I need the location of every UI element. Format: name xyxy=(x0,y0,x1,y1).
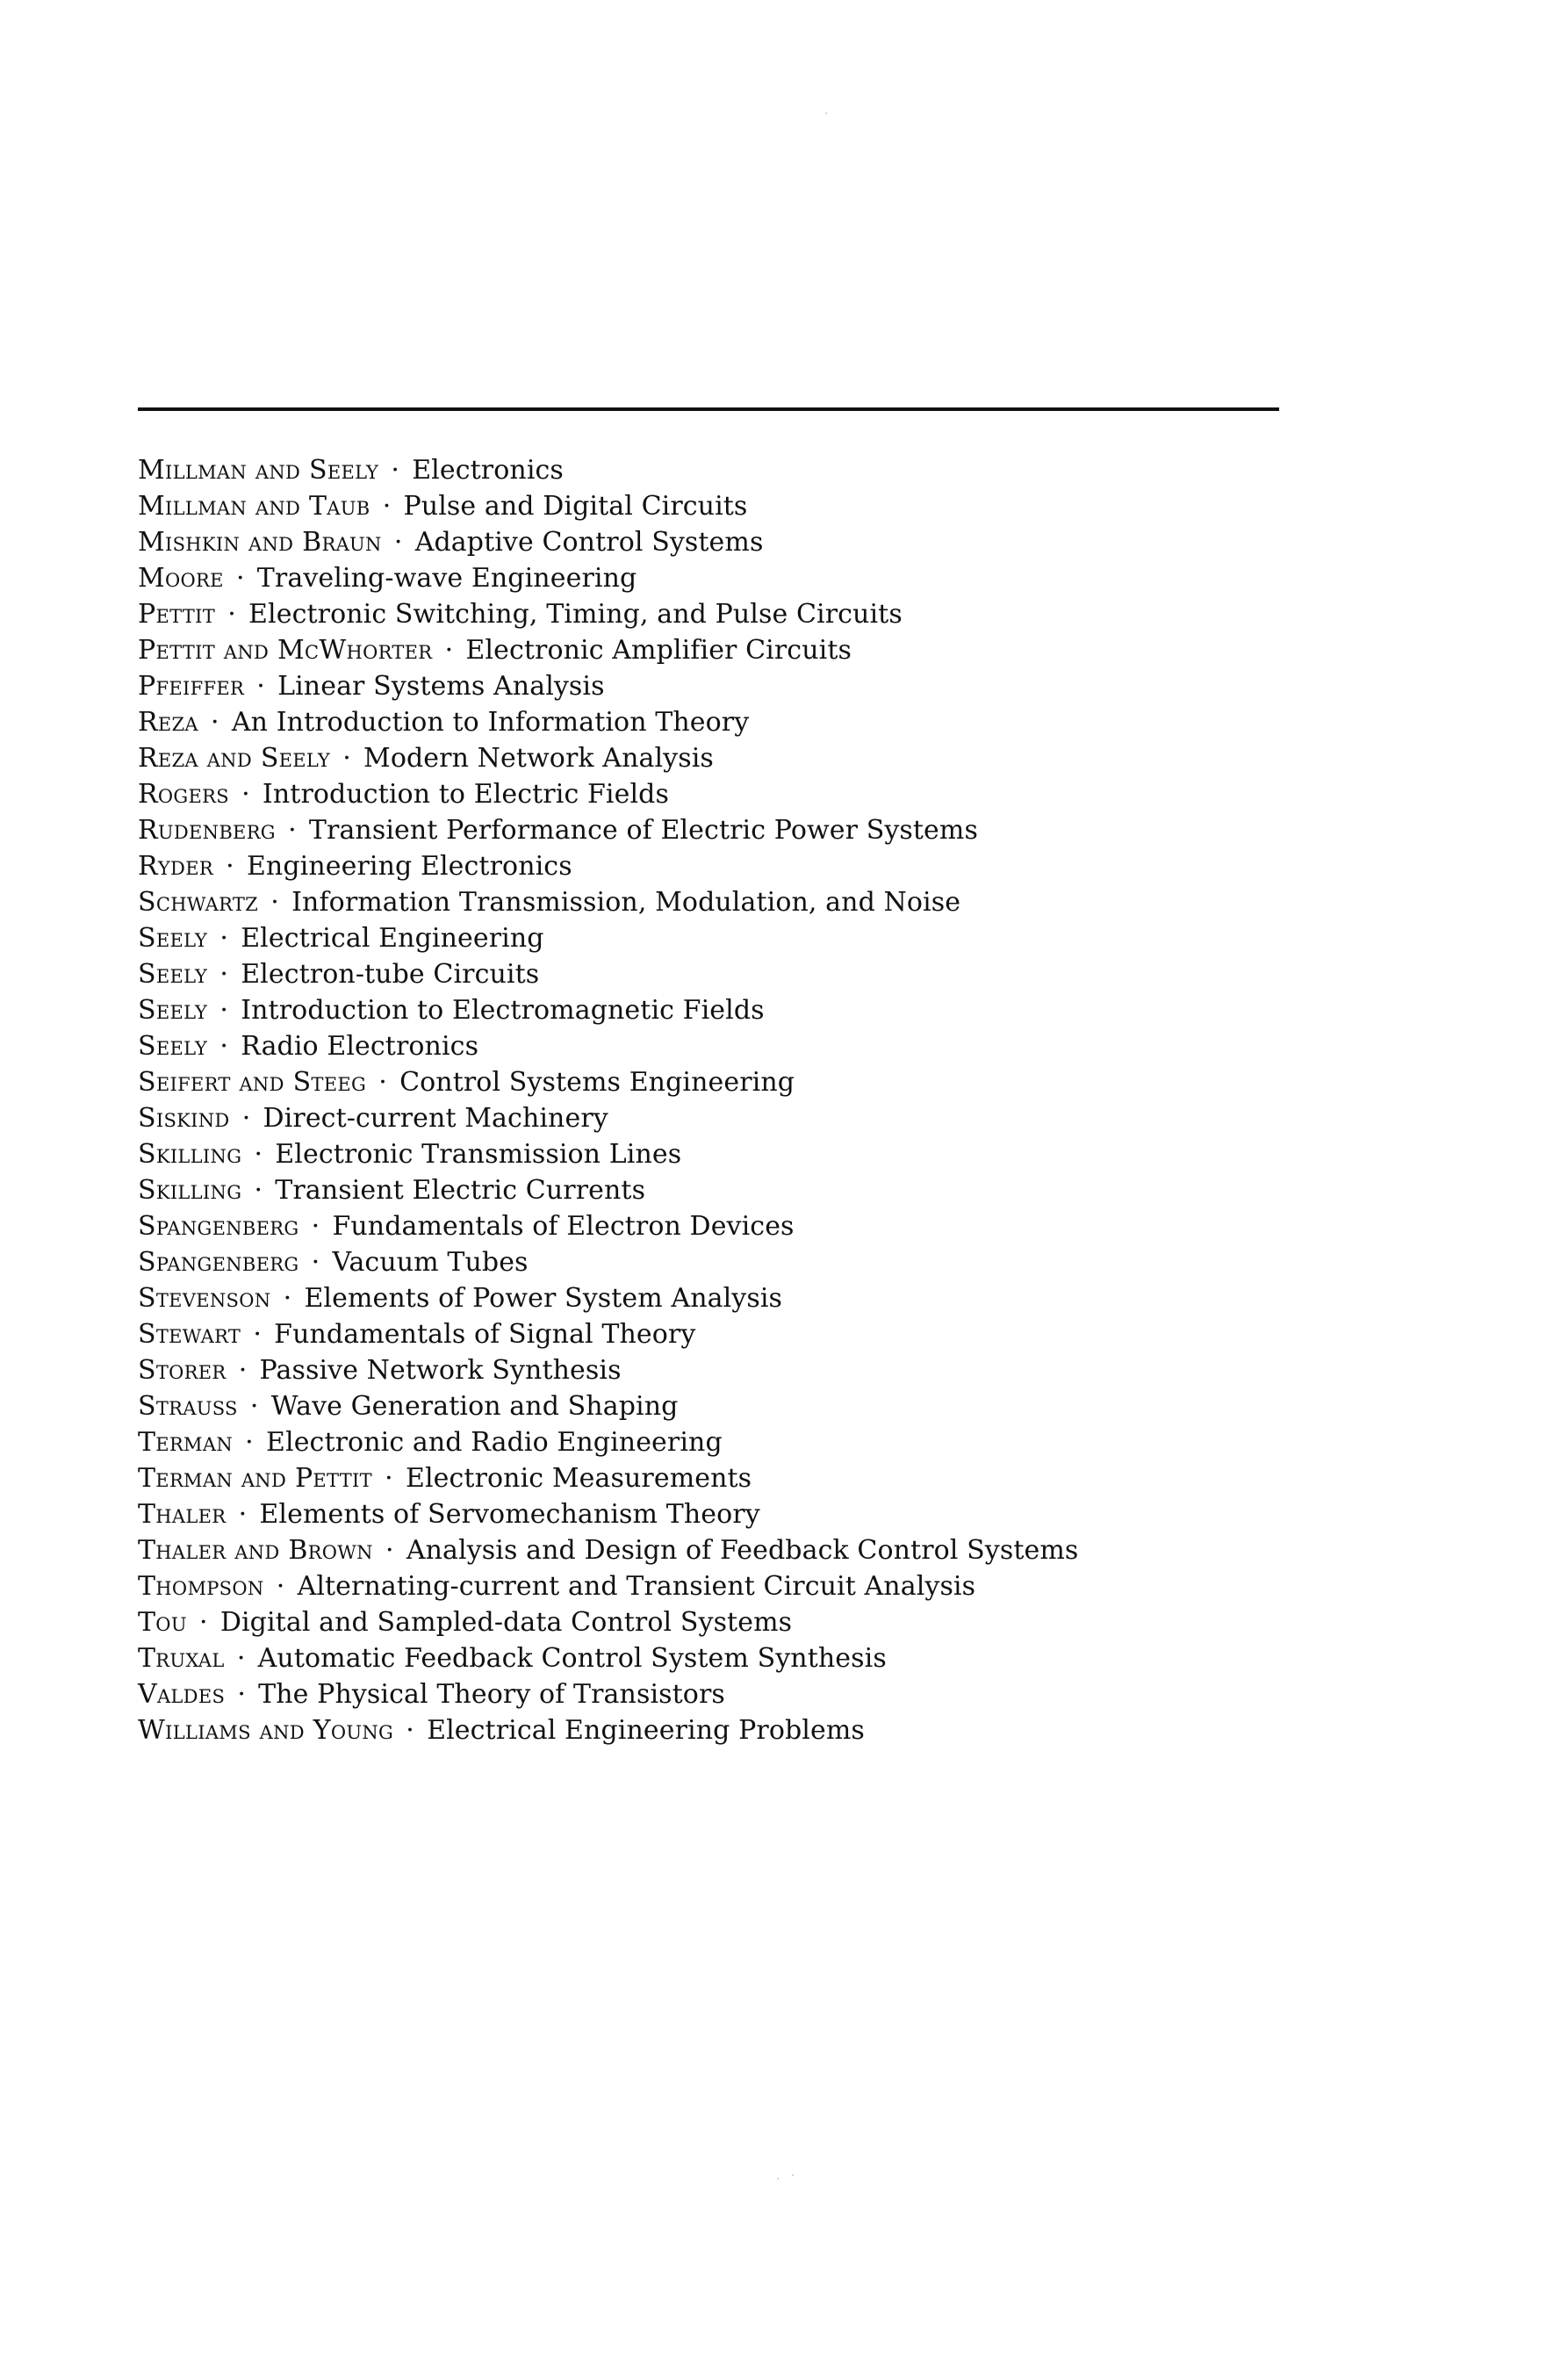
entry-title: Pulse and Digital Circuits xyxy=(403,491,748,522)
entry-title: Transient Electric Currents xyxy=(275,1175,646,1206)
entry-author: Reza xyxy=(138,707,198,738)
entry-separator: · xyxy=(219,1031,228,1062)
book-entry xyxy=(138,1496,1411,1532)
entry-author: Terman xyxy=(138,1427,233,1458)
book-entry xyxy=(138,776,1411,812)
entry-author: Valdes xyxy=(138,1679,226,1710)
entry-separator: · xyxy=(385,1535,394,1566)
entry-title: Control Systems Engineering xyxy=(399,1067,795,1098)
entry-title: Electrical Engineering xyxy=(241,923,544,954)
entry-author: Seely xyxy=(138,995,208,1026)
entry-separator: · xyxy=(311,1247,320,1278)
entry-author: Strauss xyxy=(138,1391,238,1422)
book-entry xyxy=(138,812,1411,848)
entry-author: Reza and Seely xyxy=(138,743,331,774)
entry-separator: · xyxy=(378,1067,387,1098)
entry-title: Electron-tube Circuits xyxy=(241,959,540,990)
entry-separator: · xyxy=(385,1463,393,1494)
entry-separator: · xyxy=(238,1355,248,1386)
entry-separator: · xyxy=(211,707,219,738)
entry-title: Information Transmission, Modulation, and Noise xyxy=(291,887,961,918)
scan-speck xyxy=(777,2178,779,2180)
book-entry xyxy=(138,1460,1411,1496)
entry-title: An Introduction to Information Theory xyxy=(231,707,750,738)
book-entry xyxy=(138,632,1411,668)
entry-separator: · xyxy=(236,1643,246,1674)
entry-separator: · xyxy=(270,887,279,918)
book-entry xyxy=(138,1316,1411,1352)
entry-separator: · xyxy=(406,1715,414,1746)
entry-separator: · xyxy=(235,563,245,594)
entry-author: Seely xyxy=(138,923,208,954)
scan-speck xyxy=(792,2174,794,2176)
book-entry xyxy=(138,1352,1411,1388)
entry-author: Seely xyxy=(138,1031,208,1062)
entry-author: Thaler xyxy=(138,1499,227,1530)
entry-title: Passive Network Synthesis xyxy=(259,1355,622,1386)
entry-separator: · xyxy=(342,743,351,774)
entry-title: Transient Performance of Electric Power Systems xyxy=(308,815,978,846)
entry-title: Electrical Engineering Problems xyxy=(427,1715,865,1746)
book-entry xyxy=(138,1640,1411,1676)
book-entry xyxy=(138,1172,1411,1208)
entry-separator: · xyxy=(226,851,234,882)
entry-separator: · xyxy=(241,779,250,810)
book-entry xyxy=(138,1280,1411,1316)
entry-separator: · xyxy=(254,1139,263,1170)
entry-title: Fundamentals of Electron Devices xyxy=(332,1211,795,1242)
entry-title: Modern Network Analysis xyxy=(363,743,714,774)
book-entry xyxy=(138,596,1411,632)
entry-author: Rogers xyxy=(138,779,229,810)
entry-title: Electronic and Radio Engineering xyxy=(266,1427,723,1458)
entry-author: Rudenberg xyxy=(138,815,276,846)
entry-separator: · xyxy=(253,1319,262,1350)
entry-separator: · xyxy=(382,491,392,522)
book-entry xyxy=(138,560,1411,596)
entry-title: Introduction to Electric Fields xyxy=(262,779,669,810)
entry-separator: · xyxy=(199,1607,208,1638)
entry-separator: · xyxy=(249,1391,259,1422)
top-rule xyxy=(138,407,1279,411)
entry-title: Radio Electronics xyxy=(241,1031,479,1062)
entry-author: Skilling xyxy=(138,1175,242,1206)
entry-author: Millman and Seely xyxy=(138,455,379,486)
entry-title: Introduction to Electromagnetic Fields xyxy=(241,995,765,1026)
book-entry xyxy=(138,1568,1411,1604)
entry-author: Mishkin and Braun xyxy=(138,527,382,558)
scan-speck xyxy=(825,112,827,114)
entry-title: Elements of Power System Analysis xyxy=(304,1283,783,1314)
entry-separator: · xyxy=(219,959,228,990)
book-entry xyxy=(138,1712,1411,1748)
entry-title: Elements of Servomechanism Theory xyxy=(259,1499,760,1530)
entry-author: Truxal xyxy=(138,1643,225,1674)
entry-title: Linear Systems Analysis xyxy=(277,671,605,702)
entry-separator: · xyxy=(238,1499,248,1530)
entry-author: Seifert and Steeg xyxy=(138,1067,367,1098)
book-entry xyxy=(138,740,1411,776)
book-entry xyxy=(138,524,1411,560)
entry-separator: · xyxy=(237,1679,246,1710)
entry-author: Stevenson xyxy=(138,1283,271,1314)
entry-author: Storer xyxy=(138,1355,227,1386)
book-entry xyxy=(138,668,1411,704)
entry-title: Electronics xyxy=(412,455,564,486)
book-entry xyxy=(138,1244,1411,1280)
entry-separator: · xyxy=(393,527,403,558)
entry-author: Terman and Pettit xyxy=(138,1463,372,1494)
book-entry xyxy=(138,884,1411,920)
book-list xyxy=(138,452,1411,1748)
entry-author: Tou xyxy=(138,1607,187,1638)
book-entry xyxy=(138,1532,1411,1568)
entry-author: Stewart xyxy=(138,1319,241,1350)
book-entry xyxy=(138,1064,1411,1100)
entry-title: Analysis and Design of Feedback Control Systems xyxy=(406,1535,1079,1566)
entry-author: Spangenberg xyxy=(138,1211,299,1242)
book-entry xyxy=(138,848,1411,884)
book-entry xyxy=(138,1388,1411,1424)
book-entry xyxy=(138,1136,1411,1172)
entry-separator: · xyxy=(241,1103,251,1134)
book-entry xyxy=(138,1028,1411,1064)
book-entry xyxy=(138,1604,1411,1640)
entry-separator: · xyxy=(219,995,228,1026)
book-entry xyxy=(138,920,1411,956)
entry-author: Schwartz xyxy=(138,887,259,918)
entry-separator: · xyxy=(254,1175,263,1206)
entry-separator: · xyxy=(227,599,236,630)
entry-title: Wave Generation and Shaping xyxy=(270,1391,679,1422)
entry-title: The Physical Theory of Transistors xyxy=(258,1679,725,1710)
entry-separator: · xyxy=(245,1427,254,1458)
entry-separator: · xyxy=(256,671,265,702)
entry-title: Direct-current Machinery xyxy=(263,1103,608,1134)
book-entry xyxy=(138,1208,1411,1244)
entry-title: Fundamentals of Signal Theory xyxy=(274,1319,696,1350)
entry-author: Williams and Young xyxy=(138,1715,394,1746)
entry-separator: · xyxy=(311,1211,320,1242)
entry-author: Seely xyxy=(138,959,208,990)
book-entry xyxy=(138,488,1411,524)
entry-title: Traveling-wave Engineering xyxy=(256,563,637,594)
entry-separator: · xyxy=(288,815,297,846)
book-entry xyxy=(138,956,1411,992)
entry-title: Adaptive Control Systems xyxy=(414,527,764,558)
entry-separator: · xyxy=(276,1571,285,1602)
book-entry xyxy=(138,1100,1411,1136)
entry-author: Thompson xyxy=(138,1571,264,1602)
entry-author: Pettit xyxy=(138,599,216,630)
entry-author: Skilling xyxy=(138,1139,242,1170)
entry-author: Siskind xyxy=(138,1103,230,1134)
book-entry xyxy=(138,704,1411,740)
entry-separator: · xyxy=(283,1283,292,1314)
entry-separator: · xyxy=(391,455,399,486)
entry-author: Pettit and McWhorter xyxy=(138,635,433,666)
entry-title: Electronic Measurements xyxy=(405,1463,752,1494)
entry-author: Millman and Taub xyxy=(138,491,370,522)
entry-author: Ryder xyxy=(138,851,213,882)
entry-title: Electronic Amplifier Circuits xyxy=(465,635,852,666)
entry-author: Thaler and Brown xyxy=(138,1535,373,1566)
entry-title: Engineering Electronics xyxy=(246,851,572,882)
entry-separator: · xyxy=(444,635,454,666)
book-entry xyxy=(138,992,1411,1028)
book-entry xyxy=(138,452,1411,488)
book-entry xyxy=(138,1424,1411,1460)
entry-title: Electronic Switching, Timing, and Pulse Circuits xyxy=(248,599,903,630)
entry-title: Vacuum Tubes xyxy=(332,1247,529,1278)
entry-title: Automatic Feedback Control System Synthesis xyxy=(257,1643,887,1674)
entry-author: Moore xyxy=(138,563,224,594)
entry-title: Digital and Sampled-data Control Systems xyxy=(219,1607,793,1638)
entry-author: Spangenberg xyxy=(138,1247,299,1278)
entry-separator: · xyxy=(219,923,228,954)
book-entry xyxy=(138,1676,1411,1712)
entry-author: Pfeiffer xyxy=(138,671,245,702)
entry-title: Electronic Transmission Lines xyxy=(275,1139,682,1170)
entry-title: Alternating-current and Transient Circuit Analysis xyxy=(297,1571,976,1602)
